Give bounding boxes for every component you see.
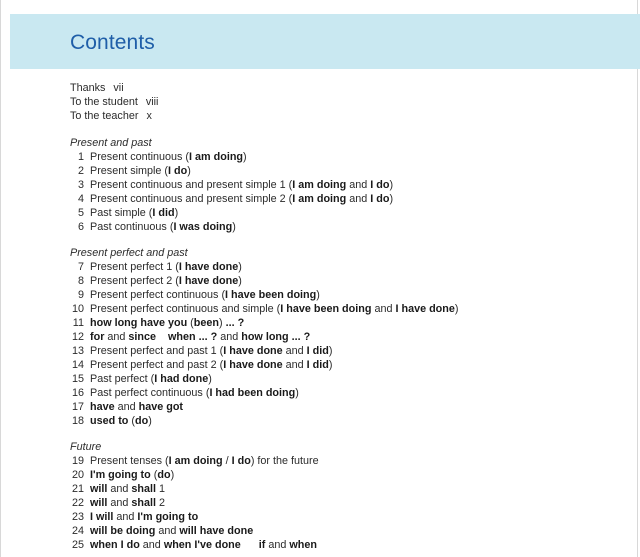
unit-list [70,150,393,234]
unit-title-bold: will have done [179,525,254,537]
unit-item[interactable] [70,178,393,192]
unit-title [90,386,299,400]
unit-title [90,220,236,234]
unit-title [90,468,174,482]
unit-title-bold: do [157,469,171,481]
unit-title [90,524,253,538]
section-present-perfect-and-past [70,246,458,428]
front-matter-page: x [146,110,152,122]
unit-title [90,192,393,206]
front-matter-label: Thanks [70,82,106,94]
unit-title-text: ) [454,303,459,315]
unit-number: 14 [71,359,84,371]
unit-number: 22 [71,497,84,509]
unit-title-bold: been [193,317,219,329]
unit-title-bold: I am doing [168,455,223,467]
unit-number: 24 [71,525,84,537]
unit-title-bold: I am doing [292,179,347,191]
unit-number: 20 [71,469,84,481]
unit-title [90,510,198,524]
unit-title-text: ( [187,317,194,329]
unit-title-bold: I did [152,207,175,219]
unit-item[interactable] [70,288,458,302]
unit-title [90,372,212,386]
unit-title-text: and [139,539,164,551]
unit-title-text: Past perfect ( [90,373,155,385]
unit-title-text: ( [128,415,135,427]
unit-item[interactable] [70,206,393,220]
unit-title-bold: shall [131,483,157,495]
unit-title-bold: how long ... ? [241,331,311,343]
unit-title-text: Present perfect and past 1 ( [90,345,224,357]
front-matter-item[interactable] [70,81,158,95]
unit-number: 19 [71,455,84,467]
unit-title [90,454,319,468]
unit-number: 10 [71,303,84,315]
unit-title-text: Present perfect continuous ( [90,289,226,301]
unit-title-text: and [155,525,180,537]
unit-number: 9 [77,289,84,301]
unit-title [90,164,191,178]
unit-title-text: Past simple ( [90,207,153,219]
unit-title [90,400,183,414]
unit-title-bold: will be doing [90,525,156,537]
unit-title-bold: have got [138,401,184,413]
front-matter-list [70,81,158,123]
unit-title-bold: if [258,539,266,551]
unit-title-bold: since [128,331,157,343]
unit-title [90,302,458,316]
unit-number: 25 [71,539,84,551]
unit-item[interactable] [70,192,393,206]
unit-title-text: ) [174,207,179,219]
contents-banner [10,14,640,69]
unit-item[interactable] [70,302,458,316]
unit-item[interactable] [70,496,319,510]
unit-title-text: and [113,511,138,523]
unit-number: 18 [71,415,84,427]
unit-title [90,344,332,358]
unit-title-text: Present continuous and present simple 1 ( [90,179,293,191]
unit-item[interactable] [70,454,319,468]
unit-number: 16 [71,387,84,399]
unit-list [70,260,458,428]
unit-title-text: ) [170,469,175,481]
unit-number: 4 [77,193,84,205]
unit-number: 3 [77,179,84,191]
unit-number: 23 [71,511,84,523]
unit-number: 12 [71,331,84,343]
unit-title-text: ) [208,373,212,385]
unit-title-bold: will [90,497,108,509]
unit-number: 17 [71,401,84,413]
unit-title-bold: do [135,415,149,427]
front-matter-label: To the teacher [70,110,139,122]
unit-title-text: / [222,455,232,467]
unit-title-text: and [346,179,371,191]
unit-title-bold: used to [90,415,129,427]
unit-title [90,330,310,344]
page-title: Contents [70,31,155,54]
unit-title-text: Past continuous ( [90,221,174,233]
unit-title-bold: I was doing [173,221,233,233]
unit-title-text: Present continuous ( [90,151,190,163]
unit-title-bold: ... ? [225,317,245,329]
unit-item[interactable] [70,260,458,274]
unit-title-bold: shall [131,497,157,509]
unit-number: 8 [77,275,84,287]
unit-item[interactable] [70,482,319,496]
unit-title-bold: will [90,483,108,495]
unit-number: 7 [77,261,84,273]
unit-title-bold: I did [306,345,329,357]
unit-title-bold: I have done [178,261,239,273]
unit-item[interactable] [70,316,458,330]
unit-title-bold: I had done [154,373,209,385]
unit-item[interactable] [70,510,319,524]
unit-title-bold: I have been doing [225,289,317,301]
unit-title-text: and [107,483,132,495]
unit-title-bold: I have done [223,345,283,357]
unit-title-text: ) [187,165,191,177]
unit-title-text [241,539,259,551]
unit-title-bold: I do [370,179,390,191]
front-matter-label: To the student [70,96,138,108]
unit-number: 1 [77,151,84,163]
unit-title [90,274,242,288]
section-title: Future [70,441,102,453]
unit-title-text: ) [316,289,320,301]
unit-title-bold: I will [90,511,114,523]
unit-item[interactable] [70,468,319,482]
unit-title-text: ) [389,193,394,205]
unit-item[interactable] [70,524,319,538]
unit-title-text: ) [232,221,236,233]
unit-title-text: Present perfect continuous and simple ( [90,303,281,315]
unit-title [90,288,320,302]
unit-title-text: and [346,193,371,205]
unit-item[interactable] [70,220,393,234]
unit-item[interactable] [70,414,458,428]
unit-title-text: Past perfect continuous ( [90,387,210,399]
unit-item[interactable] [70,400,458,414]
unit-title [90,538,317,552]
unit-title-text: ) [238,261,242,273]
unit-title-bold: when [289,539,317,551]
unit-title-bold: I do [168,165,188,177]
unit-title-text: Present simple ( [90,165,169,177]
unit-number: 11 [72,317,84,329]
front-matter-page: vii [113,82,124,94]
unit-title [90,496,165,510]
unit-title-text: and [282,345,307,357]
unit-title [90,482,165,496]
unit-title-bold: I have done [223,359,283,371]
unit-title-text: ) [389,179,394,191]
unit-title [90,178,393,192]
unit-item[interactable] [70,150,393,164]
front-matter-item[interactable] [70,95,158,109]
unit-title-bold: I am doing [189,151,244,163]
unit-title-bold: I do [231,455,251,467]
unit-title-text: and [217,331,242,343]
unit-title-text: ) for the future [250,455,319,467]
unit-title-text: and [265,539,290,551]
unit-title-text: and [104,331,129,343]
unit-title-text: ) [328,345,333,357]
unit-title-text: 1 [156,483,166,495]
unit-number: 13 [71,345,84,357]
unit-title-text: Present perfect and past 2 ( [90,359,224,371]
unit-title-text: ) [219,317,226,329]
unit-item[interactable] [70,164,393,178]
unit-title-text: ) [243,151,247,163]
front-matter-page: viii [145,96,159,108]
unit-title-bold: when I've done [163,539,241,551]
unit-title-text: ) [328,359,333,371]
unit-title-bold: I have been doing [280,303,372,315]
unit-title [90,414,152,428]
front-matter-item[interactable] [70,109,158,123]
section-title: Present and past [70,137,152,149]
unit-title-bold: I had been doing [209,387,296,399]
unit-item[interactable] [70,344,458,358]
unit-number: 5 [77,207,84,219]
unit-number: 21 [71,483,84,495]
unit-title-bold: have [90,401,115,413]
unit-item[interactable] [70,386,458,400]
unit-title-text: Present perfect 1 ( [90,261,179,273]
unit-title-bold: I'm going to [137,511,199,523]
unit-title-bold: I have done [395,303,455,315]
unit-title-text: Present continuous and present simple 2 ( [90,193,293,205]
unit-title-text: and [107,497,132,509]
unit-title-bold: I do [370,193,390,205]
section-future [70,440,319,552]
unit-title-text: ) [238,275,242,287]
unit-list [70,454,319,552]
unit-title-bold: how long have you [90,317,188,329]
unit-title-text: and [371,303,396,315]
unit-title-bold: I did [306,359,329,371]
unit-title-text: ( [150,469,158,481]
unit-item[interactable] [70,358,458,372]
unit-title [90,260,242,274]
unit-number: 6 [77,221,84,233]
unit-item[interactable] [70,330,458,344]
unit-number: 2 [77,165,84,177]
unit-title-text: Present perfect 2 ( [90,275,179,287]
unit-title-text: ) [148,415,152,427]
unit-title-text: ) [295,387,299,399]
unit-title-text: 2 [156,497,166,509]
unit-title-bold: I have done [178,275,239,287]
unit-item[interactable] [70,538,319,552]
unit-title [90,150,247,164]
unit-item[interactable] [70,274,458,288]
unit-title [90,316,244,330]
unit-title-bold: when ... ? [168,331,218,343]
unit-title-bold: for [90,331,105,343]
unit-number: 15 [71,373,84,385]
section-title: Present perfect and past [70,247,188,259]
unit-item[interactable] [70,372,458,386]
section-present-and-past [70,136,393,234]
unit-title-text: Present tenses ( [90,455,169,467]
unit-title [90,206,178,220]
unit-title-text [156,331,168,343]
unit-title-bold: I am doing [292,193,347,205]
unit-title-bold: when I do [90,539,140,551]
unit-title-text: and [114,401,139,413]
unit-title [90,358,332,372]
unit-title-text: and [282,359,307,371]
unit-title-bold: I'm going to [90,469,151,481]
